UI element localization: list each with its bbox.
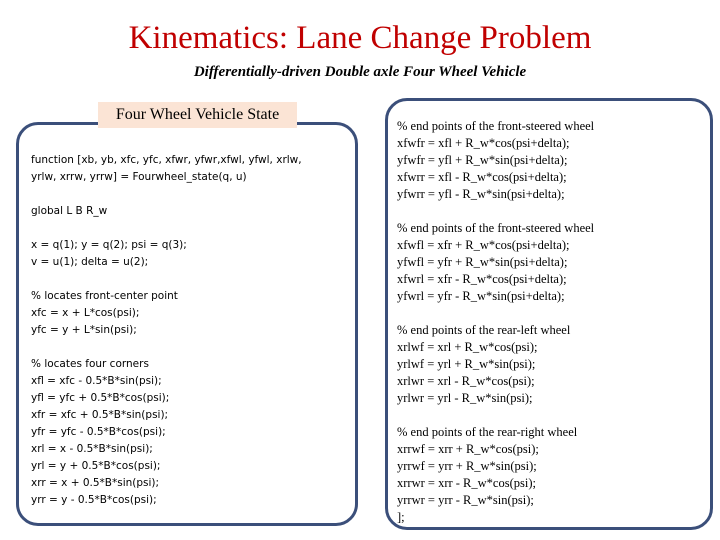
slide-subtitle: Differentially-driven Double axle Four Wheel Vehicle bbox=[193, 64, 527, 80]
code-line: yrlwr = yrl - R_w*sin(psi); bbox=[397, 391, 533, 405]
code-line: xrrwf = xrr + R_w*cos(psi); bbox=[397, 442, 539, 456]
code-comment: % locates four corners bbox=[31, 358, 149, 370]
code-comment: % end points of the front-steered wheel bbox=[397, 119, 595, 133]
code-line: yfwrr = yfl - R_w*sin(psi+delta); bbox=[397, 187, 565, 201]
code-line: yrlwf = yrl + R_w*sin(psi); bbox=[397, 357, 536, 371]
state-label: Four Wheel Vehicle State bbox=[98, 102, 297, 128]
code-line: xfr = xfc + 0.5*B*sin(psi); bbox=[31, 409, 169, 421]
code-line: xfwfl = xfr + R_w*cos(psi+delta); bbox=[397, 238, 570, 252]
code-line: yrl = y + 0.5*B*cos(psi); bbox=[31, 460, 161, 472]
code-line: xfwfr = xfl + R_w*cos(psi+delta); bbox=[397, 136, 570, 150]
code-line: xfwrr = xfl - R_w*cos(psi+delta); bbox=[397, 170, 567, 184]
code-line: xfl = xfc - 0.5*B*sin(psi); bbox=[31, 375, 162, 387]
code-line: yrr = y - 0.5*B*cos(psi); bbox=[31, 494, 157, 506]
code-line: xrlwf = xrl + R_w*cos(psi); bbox=[397, 340, 538, 354]
code-line: yrrwr = yrr - R_w*sin(psi); bbox=[397, 493, 534, 507]
code-line: xrrwr = xrr - R_w*cos(psi); bbox=[397, 476, 536, 490]
code-line: yfl = yfc + 0.5*B*cos(psi); bbox=[31, 392, 170, 404]
code-line: yrlw, xrrw, yrrw] = Fourwheel_state(q, u) bbox=[31, 171, 247, 183]
code-line: xrlwr = xrl - R_w*cos(psi); bbox=[397, 374, 535, 388]
code-line: function [xb, yb, xfc, yfc, xfwr, yfwr,xfwl, yfwl, xrlw, bbox=[31, 154, 302, 166]
code-line: global L B R_w bbox=[31, 205, 108, 217]
code-line: yfc = y + L*sin(psi); bbox=[31, 324, 137, 336]
code-line: yfwrl = yfr - R_w*sin(psi+delta); bbox=[397, 289, 565, 303]
code-line: x = q(1); y = q(2); psi = q(3); bbox=[31, 239, 187, 251]
code-line: xfc = x + L*cos(psi); bbox=[31, 307, 140, 319]
code-comment: % locates front-center point bbox=[31, 290, 178, 302]
code-comment: % end points of the rear-right wheel bbox=[397, 425, 578, 439]
left-code-block bbox=[31, 152, 351, 509]
code-comment: % end points of the front-steered wheel bbox=[397, 221, 595, 235]
code-line: xfwrl = xfr - R_w*cos(psi+delta); bbox=[397, 272, 567, 286]
code-line: xrl = x - 0.5*B*sin(psi); bbox=[31, 443, 153, 455]
code-line: yfwfr = yfl + R_w*sin(psi+delta); bbox=[397, 153, 568, 167]
slide-title: Kinematics: Lane Change Problem bbox=[128, 20, 592, 56]
code-line: ]; bbox=[397, 510, 405, 524]
right-code-block bbox=[397, 118, 709, 526]
code-line: v = u(1); delta = u(2); bbox=[31, 256, 149, 268]
code-comment: % end points of the rear-left wheel bbox=[397, 323, 571, 337]
code-line: yfr = yfc - 0.5*B*cos(psi); bbox=[31, 426, 166, 438]
code-line: yfwfl = yfr + R_w*sin(psi+delta); bbox=[397, 255, 568, 269]
code-line: yrrwf = yrr + R_w*sin(psi); bbox=[397, 459, 537, 473]
code-line: xrr = x + 0.5*B*sin(psi); bbox=[31, 477, 160, 489]
